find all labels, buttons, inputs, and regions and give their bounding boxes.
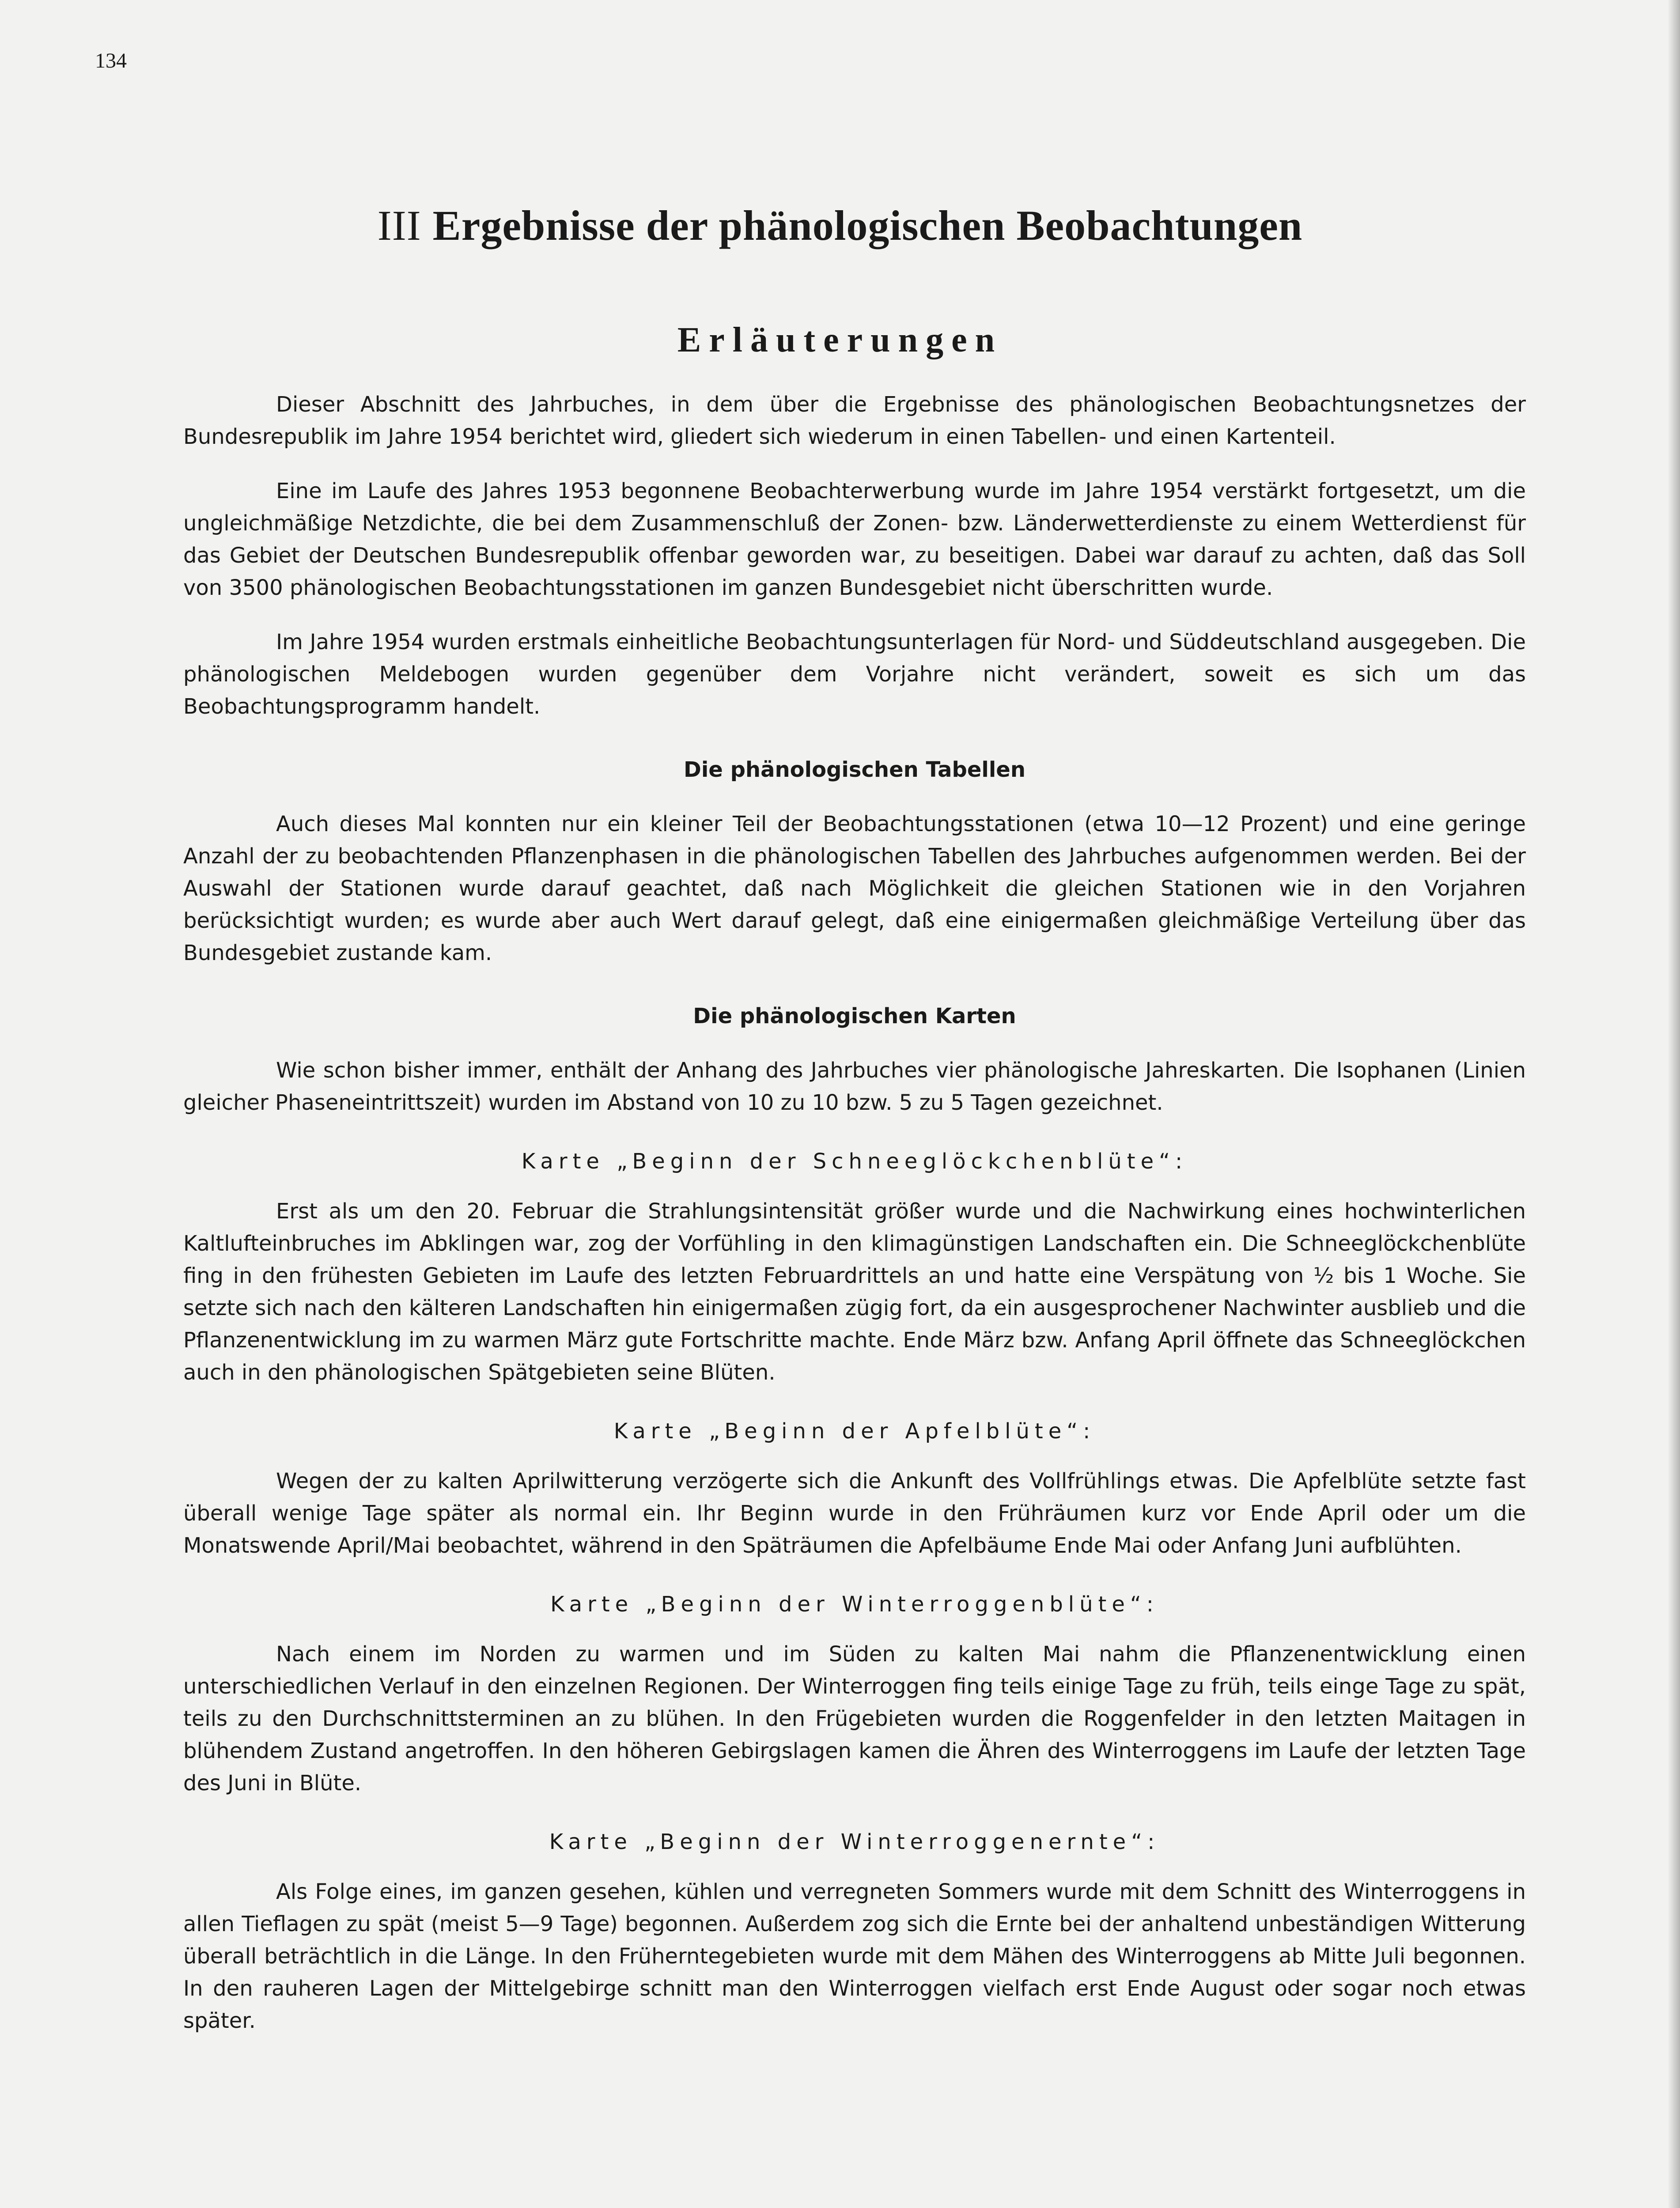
map-paragraph-schneegloeckchen: Erst als um den 20. Februar die Strahlungsintensität größer wurde und die Nachwirkung eines hochwinterlichen Kaltlufteinbruches im Abklingen war, zog der Vorfühling in den klimagünstigen Landschaften ein. Die Schneeglöckchenblüte fing in den frühesten Gebieten im Laufe des letzten Februardrittels an und hatte eine Verspätung von ½ bis 1 Woche. Sie setzte sich nach den kälteren Landschaften hin einigermaßen zügig fort, da ein ausgesprochener Nachwinter ausblieb und die Pflanzenentwicklung im zu warmen März gute Fortschritte machte. Ende März bzw. Anfang April öffnete das Schneeglöckchen auch in den phänologischen Spätgebieten seine Blüten. (183, 1199, 1526, 1385)
map-heading-winterroggenbluete: Karte „Beginn der Winterroggenblüte“: (550, 1592, 1159, 1617)
section-subtitle: Erläuterungen (677, 321, 1003, 359)
page-title (0, 201, 1680, 250)
map-paragraph-winterroggenbluete: Nach einem im Norden zu warmen und im Süden zu kalten Mai nahm die Pflanzenentwicklung einen unterschiedlichen Verlauf in den einzelnen Regionen. Der Winterroggen fing teils einige Tage zu früh, teils einge Tage zu spät, teils zu den Durchschnittsterminen an zu blühen. In den Frügebieten wurden die Roggenfelder in den letzten Maitagen in blühendem Zustand angetroffen. In den höheren Gebirgslagen kamen die Ähren des Winterroggens im Laufe der letzten Tage des Juni in Blüte. (183, 1642, 1526, 1796)
article-body (183, 389, 1526, 2037)
map-heading-schneegloeckchen: Karte „Beginn der Schneeglöckchenblüte“: (521, 1149, 1188, 1174)
maps-heading: Die phänologischen Karten (693, 1004, 1016, 1028)
intro-paragraph-2: Eine im Laufe des Jahres 1953 begonnene Beobachterwerbung wurde im Jahre 1954 verstärkt fortgesetzt, um die ungleichmäßige Netzdichte, die bei dem Zusammenschluß der Zonen- bzw. Länderwetterdienste zu einem Wetterdienst für das Gebiet der Deutschen Bundesrepublik offenbar geworden war, zu beseitigen. Dabei war darauf zu achten, daß das Soll von 3500 phänologischen Beobachtungsstationen im ganzen Bundesgebiet nicht überschritten wurde. (183, 479, 1526, 600)
title-roman-numeral: III (377, 202, 421, 249)
intro-paragraph-1: Dieser Abschnitt des Jahrbuches, in dem über die Ergebnisse des phänologischen Beobachtungsnetzes der Bundesrepublik im Jahre 1954 berichtet wird, gliedert sich wiederum in einen Tabellen- und einen Kartenteil. (183, 392, 1526, 449)
tables-paragraph: Auch dieses Mal konnten nur ein kleiner Teil der Beobachtungsstationen (etwa 10—12 Prozent) und eine geringe Anzahl der zu beobachtenden Pflanzenphasen in die phänologischen Tabellen des Jahrbuches aufgenommen werden. Bei der Auswahl der Stationen wurde darauf geachtet, daß nach Möglichkeit die gleichen Stationen wie in den Vorjahren berücksichtigt wurden; es wurde aber auch Wert darauf gelegt, daß eine einigermaßen gleichmäßige Verteilung über das Bundesgebiet zustande kam. (183, 812, 1526, 965)
maps-paragraph: Wie schon bisher immer, enthält der Anhang des Jahrbuches vier phänologische Jahreskarten. Die Isophanen (Linien gleicher Phaseneintrittszeit) wurden im Abstand von 10 zu 10 bzw. 5 zu 5 Tagen gezeichnet. (183, 1058, 1526, 1115)
scan-edge-shadow (1668, 0, 1680, 2208)
map-paragraph-apfelbluete: Wegen der zu kalten Aprilwitterung verzögerte sich die Ankunft des Vollfrühlings etwas. Die Apfelblüte setzte fast überall wenige Tage später als normal ein. Ihr Beginn wurde in den Frühräumen kurz vor Ende April oder um die Monatswende April/Mai beobachtet, während in den Späträumen die Apfelbäume Ende Mai oder Anfang Juni aufblühten. (183, 1469, 1526, 1558)
title-text: Ergebnisse der phänologischen Beobachtungen (432, 202, 1303, 249)
intro-paragraph-3: Im Jahre 1954 wurden erstmals einheitliche Beobachtungsunterlagen für Nord- und Süddeutschland ausgegeben. Die phänologischen Meldebogen wurden gegenüber dem Vorjahre nicht verändert, soweit es sich um das Beobachtungsprogramm handelt. (183, 630, 1526, 719)
page-number: 134 (95, 49, 127, 72)
map-heading-winterroggenernte: Karte „Beginn der Winterroggenernte“: (549, 1830, 1160, 1854)
map-paragraph-winterroggenernte: Als Folge eines, im ganzen gesehen, kühlen und verregneten Sommers wurde mit dem Schnitt des Winterroggens in allen Tieflagen zu spät (meist 5—9 Tage) begonnen. Außerdem zog sich die Ernte bei der anhaltend unbeständigen Witterung überall beträchtlich in die Länge. In den Früherntegebieten wurde mit dem Mähen des Winterroggens ab Mitte Juli begonnen. In den rauheren Lagen der Mittelgebirge schnitt man den Winterroggen vielfach erst Ende August oder sogar noch etwas später. (183, 1879, 1526, 2033)
tables-heading: Die phänologischen Tabellen (684, 757, 1025, 782)
map-heading-apfelbluete: Karte „Beginn der Apfelblüte“: (613, 1419, 1096, 1444)
